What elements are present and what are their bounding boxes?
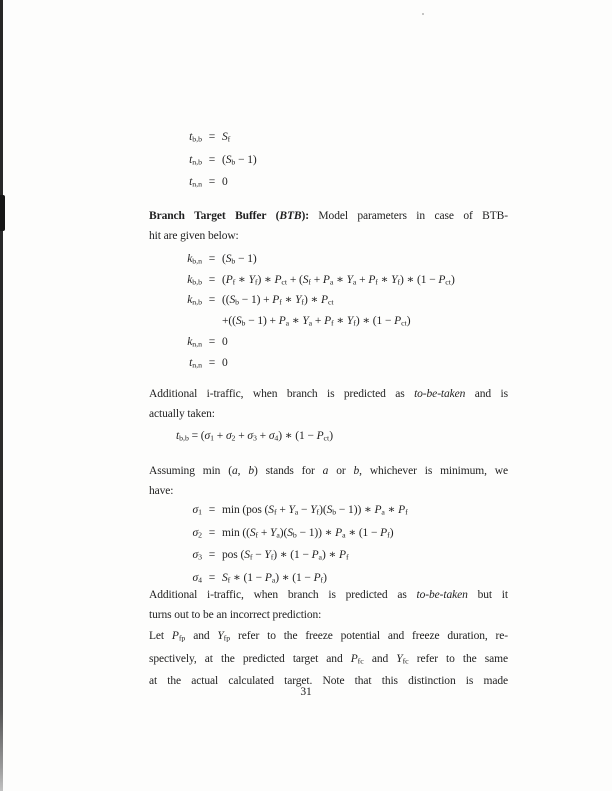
- equation-relation: =: [208, 335, 216, 348]
- equation-rhs: +((Sb − 1) + Pa ∗ Ya + Pf ∗ Yf) ∗ (1 − Pct): [222, 315, 411, 328]
- equation-rhs: (Pf ∗ Yf) ∗ Pct + (Sf + Pa ∗ Ya + Pf ∗ Yf) ∗ (1 − Pct): [222, 273, 455, 287]
- text-line: Let Pfp and Yfp refer to the freeze potential and freeze duration, re-: [149, 630, 508, 643]
- equation-rhs: Sf: [222, 131, 231, 144]
- equation-relation: =: [208, 294, 216, 307]
- text-line: actually taken:: [149, 408, 215, 420]
- text-line: have:: [149, 485, 174, 497]
- equation-relation: [202, 312, 222, 333]
- equation-rhs: Sf ∗ (1 − Pa) ∗ (1 − Pf): [222, 572, 327, 585]
- text-line: spectively, at the predicted target and Pfc and Yfc refer to the same: [149, 652, 508, 666]
- equation-relation: =: [208, 356, 216, 369]
- equation-relation: =: [208, 549, 216, 562]
- equation-relation: =: [208, 526, 216, 539]
- scan-edge-blotch: [0, 195, 5, 231]
- equation-block-sigma: [176, 500, 408, 591]
- paragraph-min-definition: [149, 461, 508, 501]
- equation-relation: =: [208, 153, 216, 166]
- equation-block-btb-parameters: [176, 250, 455, 374]
- equation-relation: =: [208, 176, 216, 189]
- text-line: turns out to be an incorrect prediction:: [149, 609, 322, 621]
- equation-row: [176, 250, 455, 271]
- equation-rhs: min ((Sf + Ya)(Sb − 1)) ∗ Pa ∗ (1 − Pf): [222, 526, 394, 540]
- equation-lhs: kn,b: [187, 294, 202, 308]
- text-line: Additional i-traffic, when branch is predicted as to-be-taken but it: [149, 589, 508, 601]
- text-line: hit are given below:: [149, 230, 239, 242]
- equation-lhs: tn,n: [189, 176, 202, 190]
- equation-lhs: σ4: [192, 572, 202, 585]
- equation-relation: =: [208, 253, 216, 265]
- equation-lhs: kb,n: [187, 253, 202, 266]
- equation-row: [176, 333, 455, 354]
- equation-rhs: pos (Sf − Yf) ∗ (1 − Pa) ∗ Pf: [222, 549, 349, 563]
- equation-lhs: tb,b: [189, 131, 202, 144]
- page-number: 31: [300, 686, 312, 698]
- equation-rhs: 0: [222, 356, 228, 369]
- equation-relation: =: [208, 504, 216, 516]
- equation-rhs: (Sb − 1): [222, 153, 257, 167]
- equation-row: [176, 312, 455, 333]
- equation-lhs: kb,b: [187, 273, 202, 287]
- equation-lhs: tn,b: [189, 153, 202, 167]
- equation-lhs: σ3: [192, 549, 202, 563]
- equation-row: [176, 150, 257, 173]
- equation-rhs: min (pos (Sf + Ya − Yf)(Sb − 1)) ∗ Pa ∗ Pf: [222, 504, 408, 517]
- scan-speck: [422, 13, 424, 15]
- text-line: Additional i-traffic, when branch is predicted as to-be-taken and is: [149, 388, 509, 400]
- equation-relation: =: [208, 131, 216, 143]
- equation-row: [176, 172, 257, 195]
- equation-relation: =: [208, 273, 216, 286]
- text-line: Assuming min (a, b) stands for a or b, whichever is minimum, we: [149, 465, 508, 477]
- paragraph-itraffic-taken: [149, 384, 508, 424]
- equation-block-timing: [176, 127, 257, 195]
- equation-lhs: σ2: [192, 526, 202, 540]
- paragraph-itraffic-incorrect: [149, 585, 508, 625]
- equation-rhs: 0: [222, 335, 228, 348]
- equation-tbb-sigma: tb,b = (σ1 + σ2 + σ3 + σ4) ∗ (1 − Pct): [176, 430, 333, 443]
- equation-lhs: [176, 312, 202, 333]
- equation-row: [176, 523, 408, 546]
- equation-row: [176, 500, 408, 523]
- paragraph-btb-heading: [149, 206, 508, 246]
- equation-row: [176, 127, 257, 150]
- equation-lhs: tn,n: [189, 356, 202, 370]
- equation-row: [176, 545, 408, 568]
- equation-relation: =: [208, 572, 216, 585]
- equation-lhs: kn,n: [187, 335, 202, 349]
- scan-edge-artifact: [0, 0, 3, 791]
- equation-rhs: ((Sb − 1) + Pf ∗ Yf) ∗ Pct: [222, 294, 334, 308]
- equation-rhs: (Sb − 1): [222, 253, 257, 266]
- text-line: at the actual calculated target. Note that this distinction is made: [149, 675, 508, 688]
- equation-row: [176, 271, 455, 292]
- text-line: Branch Target Buffer (BTB): Model parameters in case of BTB-: [149, 210, 508, 222]
- equation-lhs: σ1: [192, 504, 202, 517]
- equation-row: [176, 354, 455, 375]
- equation-row: [176, 291, 455, 312]
- equation-rhs: 0: [222, 176, 228, 189]
